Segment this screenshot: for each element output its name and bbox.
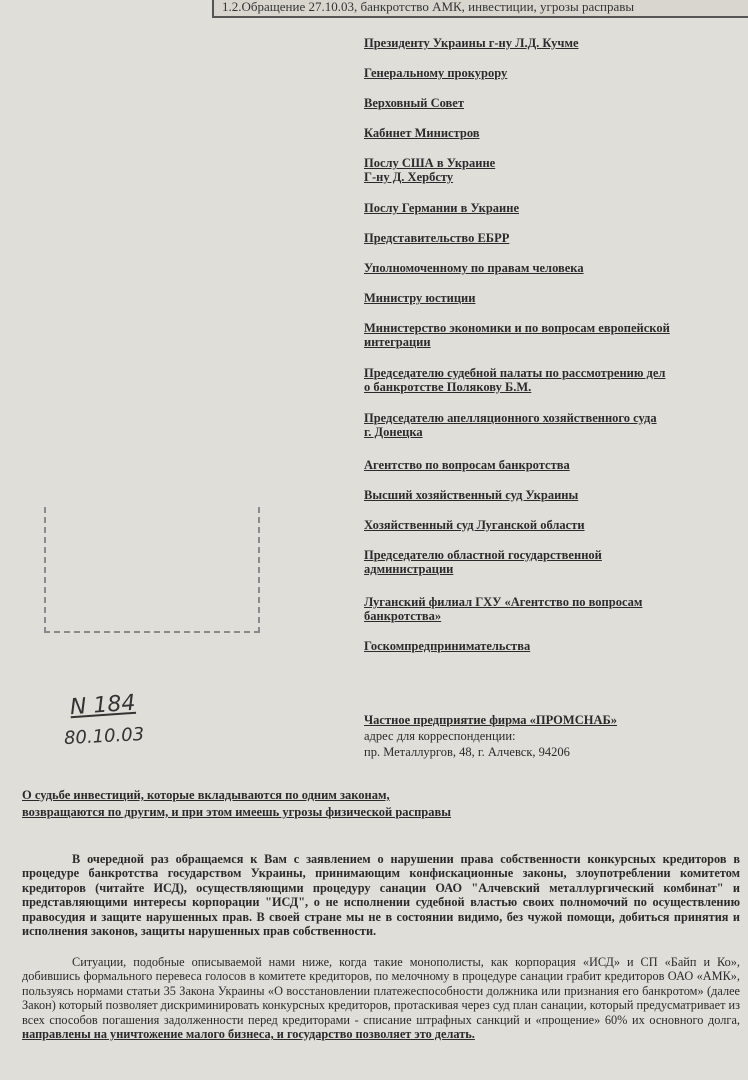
recipient-line: Высший хозяйственный суд Украины [364, 488, 579, 502]
recipient-line: Госкомпредпринимательства [364, 639, 531, 653]
emphasized-text: направлены на уничтожение малого бизнеса, и государство позволяет это делать. [22, 1027, 475, 1042]
recipient-line: Председателю областной государственной [364, 548, 602, 562]
recipient-line: Послу Германии в Украине [364, 201, 520, 215]
recipient-line: г. Донецка [364, 425, 423, 439]
recipient-line: Президенту Украины г-ну Л.Д. Кучме [364, 36, 579, 50]
recipient-line: интеграции [364, 335, 431, 349]
recipient-line: Министерство экономики и по вопросам европейской [364, 321, 670, 335]
recipient-line: Хозяйственный суд Луганской области [364, 518, 585, 532]
recipient-line: Представительство ЕБРР [364, 231, 510, 245]
recipient-line: Послу США в Украине [364, 156, 496, 170]
paragraph-text: Ситуации, подобные описываемой нами ниже, когда такие монополисты, как корпорация «ИСД» и СП «Байп и Ко», добившись формального перевеса голосов в комитете кредиторов, по мелочному в процедуре санации грабит кредиторов ОАО «АМК», пользуясь нормами статьи 35 Закона Украины «О восстановлении платежеспособности должника или признания его банкротом» (далее Закон) который позволяет дискриминировать конкурсных кредиторов, протаскивая через суд план санации, который предусматривает из всех способов погашения задолженности перед кредиторами - списание штрафных санкций и «прощение» 60% их основного долга, [22, 955, 740, 1027]
recipient-line: Министру юстиции [364, 291, 476, 305]
recipient-line: администрации [364, 562, 454, 576]
recipient-line: Г-ну Д. Хербсту [364, 170, 454, 184]
recipient-line: Агентство по вопросам банкротства [364, 458, 570, 472]
recipient-line: Уполномоченному по правам человека [364, 261, 584, 275]
sender-address: пр. Металлургов, 48, г. Алчевск, 94206 [364, 745, 570, 759]
body-paragraph [22, 955, 740, 1041]
sender-address-label: адрес для корреспонденции: [364, 729, 516, 743]
subject-line: О судьбе инвестиций, которые вкладываются по одним законам, [22, 788, 390, 802]
recipient-line: о банкротстве Полякову Б.М. [364, 380, 532, 394]
handwritten-date: 80.10.03 [63, 723, 145, 750]
document-subject [22, 787, 582, 821]
document-header: 1.2.Обращение 27.10.03, банкротство АМК, инвестиции, угрозы расправы [212, 0, 748, 18]
recipient-line: Верховный Совет [364, 96, 464, 110]
sender-block [364, 712, 744, 760]
recipient-line: Луганский филиал ГХУ «Агентство по вопросам [364, 595, 643, 609]
registration-stamp [44, 507, 260, 633]
sender-name: Частное предприятие фирма «ПРОМСНАБ» [364, 713, 617, 727]
body-paragraph: В очередной раз обращаемся к Вам с заявлением о нарушении права собственности конкурсных кредиторов в процедуре банкротства государством Украины, принимающим конфискационные законы, злоупотреблении комитетом кредиторов (читайте ИСД), осуществляющими процедуру санации ОАО "Алчевский металлургический комбинат" и представляющими интересы корпорации "ИСД", о не исполнении судебной властью своих полномочий по осуществлению правосудия и защите нарушенных прав. В своей стране мы не в состоянии видимо, без чужой помощи, добиться принятия и исполнения законов, защиты нарушенных прав собственности. [22, 852, 740, 939]
recipient-line: Председателю апелляционного хозяйственного суда [364, 411, 657, 425]
recipient-line: Кабинет Министров [364, 126, 480, 140]
recipient-line: Председателю судебной палаты по рассмотрению дел [364, 366, 666, 380]
recipient-line: Генеральному прокурору [364, 66, 508, 80]
handwritten-number: N 184 [69, 690, 137, 721]
subject-line: возвращаются по другим, и при этом имеешь угрозы физической расправы [22, 805, 452, 819]
recipient-line: банкротства» [364, 609, 442, 623]
